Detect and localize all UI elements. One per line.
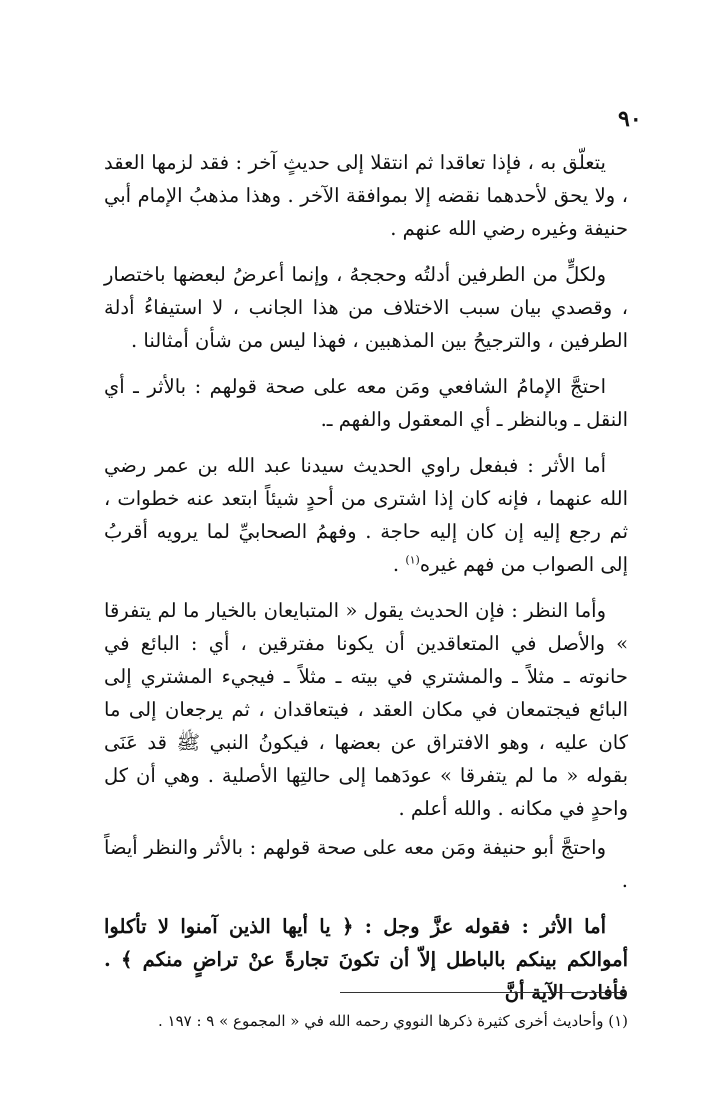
paragraph-5: وأما النظر : فإن الحديث يقول « المتبايعان بالخيار ما لم يتفرقا » والأصل في المتعاقدين أن يكونا مفترقين ، أي : البائع في حانوته ـ مثلاً ـ والمشتري في بيته ـ مثلاً ـ فيجيء المشتري إلى البائع فيجتمعان في مكان العقد ، فيتعاقدان ، ثم يرجعان إلى ما كان عليه ، وهو الافتراق عن بعضها ، فيكونُ النبي ﷺ قد عَنَى بقوله « ما لم يتفرقا » عودَهما إلى حالتِها الأصلية . وهي أن كل واحدٍ في مكانه . والله أعلم .	[104, 599, 628, 820]
paragraph-6: واحتجَّ أبو حنيفة ومَن معه على صحة قولهم : بالأثر والنظر أيضاً .	[104, 836, 628, 892]
footnote: (١) وأحاديث أخرى كثيرة ذكرها النووي رحمه الله في « المجموع » ٩ : ١٩٧ .	[157, 1012, 628, 1030]
footnote-reference: (١)	[405, 553, 420, 567]
paragraph-4-end: .	[392, 553, 406, 576]
page-number: ٩٠	[618, 106, 642, 132]
footnote-divider	[340, 992, 626, 993]
paragraph-7-quran: أما الأثر : فقوله عزَّ وجل : ﴿ يا أيها الذين آمنوا لا تأكلوا أموالكم بينكم بالباطل إلاّ أن تكونَ تجارةً عنْ تراضٍ منكم ﴾ . فأفادت الآية أنَّ	[104, 915, 628, 1004]
paragraph-3: احتجَّ الإمامُ الشافعي ومَن معه على صحة قولهم : بالأثر ـ أي النقل ـ وبالنظر ـ أي المعقول والفهم ـ.	[104, 375, 628, 431]
paragraph-2: ولكلٍّ من الطرفين أدلتُه وحججهُ ، وإنما أعرضُ لبعضها باختصار ، وقصدي بيان سبب الاختلاف من هذا الجانب ، لا استيفاءُ أدلة الطرفين ، والترجيحُ بين المذهبين ، فهذا ليس من شأن أمثالنا .	[104, 263, 628, 352]
paragraph-4	[104, 449, 628, 581]
main-text	[104, 146, 628, 1009]
paragraph-1: يتعلّق به ، فإذا تعاقدا ثم انتقلا إلى حديثٍ آخر : فقد لزمها العقد ، ولا يحق لأحدهما نقضه إلا بموافقة الآخر . وهذا مذهبُ الإمام أبي حنيفة وغيره رضي الله عنهم .	[104, 151, 628, 240]
paragraph-4-text: أما الأثر : فبفعل راوي الحديث سيدنا عبد الله بن عمر رضي الله عنهما ، فإنه كان إذا اشترى من أحدٍ شيئاً ابتعد عنه خطوات ، ثم رجع إليه إن كان إليه حاجة . وفهمُ الصحابيِّ لما يرويه أقربُ إلى الصواب من فهم غيره	[104, 454, 628, 576]
